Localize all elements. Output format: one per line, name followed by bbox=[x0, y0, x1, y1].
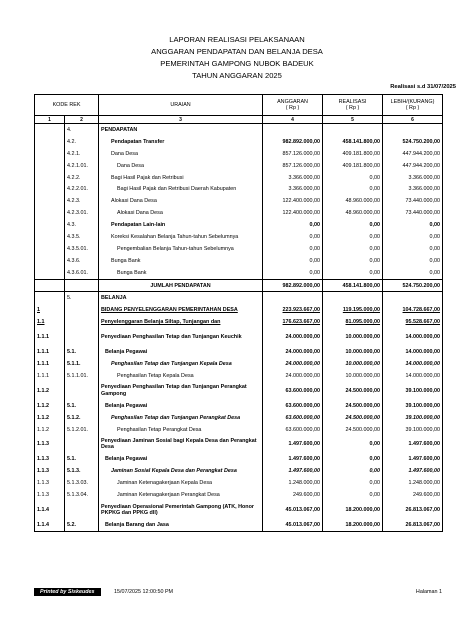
lebih-cell: 524.750.200,00 bbox=[383, 136, 443, 148]
kode-sub-cell: 4.2.1. bbox=[65, 148, 99, 160]
col-number: 3 bbox=[99, 116, 263, 124]
kode-rek-cell: 1.1.3 bbox=[35, 435, 65, 453]
kode-rek-cell: 1.1.4 bbox=[35, 501, 65, 519]
kode-sub-cell: 4.2.1.01. bbox=[65, 160, 99, 172]
kode-rek-cell bbox=[35, 231, 65, 243]
report-subtitle: ANGGARAN PENDAPATAN DAN BELANJA DESA bbox=[151, 47, 323, 56]
table-row bbox=[35, 501, 443, 519]
kode-rek-cell: 1.1.3 bbox=[35, 489, 65, 501]
kode-rek-cell: 1.1.2 bbox=[35, 412, 65, 424]
uraian-cell: Penghasilan Tetap dan Tunjangan Perangkat Desa bbox=[99, 412, 263, 424]
lebih-cell: 26.813.067,00 bbox=[383, 501, 443, 519]
lebih-cell: 39.100.000,00 bbox=[383, 412, 443, 424]
lebih-cell bbox=[383, 292, 443, 304]
table-row bbox=[35, 328, 443, 346]
uraian-cell: Pengembalian Belanja Tahun-tahun Sebelumnya bbox=[99, 243, 263, 255]
table-row bbox=[35, 465, 443, 477]
uraian-cell: Penyediaan Jaminan Sosial bagi Kepala Desa dan Perangkat Desa bbox=[99, 435, 263, 453]
lebih-cell: 73.440.000,00 bbox=[383, 207, 443, 219]
kode-sub-cell: 5.1. bbox=[65, 453, 99, 465]
anggaran-cell: 249.600,00 bbox=[263, 489, 323, 501]
anggaran-cell: 982.892.000,00 bbox=[263, 136, 323, 148]
kode-rek-cell: 1.1.2 bbox=[35, 400, 65, 412]
realisasi-cell: 24.500.000,00 bbox=[323, 382, 383, 400]
kode-sub-cell: 5.2. bbox=[65, 519, 99, 531]
kode-rek-cell: 1.1.1 bbox=[35, 370, 65, 382]
uraian-cell: Penghasilan Tetap dan Tunjangan Kepala Desa bbox=[99, 358, 263, 370]
anggaran-cell: 0,00 bbox=[263, 255, 323, 267]
kode-rek-cell: 1.1 bbox=[35, 316, 65, 328]
table-row bbox=[35, 219, 443, 231]
kode-sub-cell: 5.1.2.01. bbox=[65, 424, 99, 436]
total-realisasi: 458.141.800,00 bbox=[323, 279, 383, 292]
realisasi-cell: 409.181.800,00 bbox=[323, 160, 383, 172]
table-row bbox=[35, 316, 443, 328]
realisasi-cell: 0,00 bbox=[323, 477, 383, 489]
anggaran-cell: 0,00 bbox=[263, 231, 323, 243]
kode-sub-cell: 5.1.3.03. bbox=[65, 477, 99, 489]
kode-sub-cell bbox=[65, 501, 99, 519]
col-header-lebih: LEBIH/(KURANG) ( Rp ) bbox=[383, 95, 443, 116]
realisasi-cell: 18.200.000,00 bbox=[323, 519, 383, 531]
realisasi-cell: 24.500.000,00 bbox=[323, 424, 383, 436]
lebih-cell: 3.366.000,00 bbox=[383, 183, 443, 195]
kode-sub-cell: 4.3.5. bbox=[65, 231, 99, 243]
anggaran-cell: 122.400.000,00 bbox=[263, 195, 323, 207]
table-row bbox=[35, 358, 443, 370]
lebih-cell: 249.600,00 bbox=[383, 489, 443, 501]
lebih-cell: 39.100.000,00 bbox=[383, 382, 443, 400]
kode-sub-cell: 4.2. bbox=[65, 136, 99, 148]
kode-rek-cell: 1.1.4 bbox=[35, 519, 65, 531]
realisasi-cell: 0,00 bbox=[323, 172, 383, 184]
col-number: 6 bbox=[383, 116, 443, 124]
kode-rek-cell: 1.1.3 bbox=[35, 477, 65, 489]
table-row bbox=[35, 124, 443, 136]
uraian-cell: Pendapatan Transfer bbox=[99, 136, 263, 148]
report-year: TAHUN ANGGARAN 2025 bbox=[192, 71, 282, 80]
uraian-cell: PENDAPATAN bbox=[99, 124, 263, 136]
report-title: LAPORAN REALISASI PELAKSANAAN bbox=[169, 35, 305, 44]
kode-rek-cell bbox=[35, 292, 65, 304]
table-row bbox=[35, 519, 443, 531]
lebih-cell: 1.497.600,00 bbox=[383, 453, 443, 465]
table-row bbox=[35, 207, 443, 219]
kode-sub-cell: 5.1.3.04. bbox=[65, 489, 99, 501]
anggaran-cell: 63.600.000,00 bbox=[263, 382, 323, 400]
kode-sub-cell: 4.3.6.01. bbox=[65, 267, 99, 279]
anggaran-cell: 24.000.000,00 bbox=[263, 370, 323, 382]
anggaran-cell: 63.600.000,00 bbox=[263, 424, 323, 436]
table-row bbox=[35, 148, 443, 160]
realisasi-cell: 0,00 bbox=[323, 489, 383, 501]
table-row bbox=[35, 255, 443, 267]
lebih-cell: 0,00 bbox=[383, 267, 443, 279]
realisasi-cell: 0,00 bbox=[323, 243, 383, 255]
kode-rek-cell: 1 bbox=[35, 304, 65, 316]
table-row bbox=[35, 400, 443, 412]
lebih-cell: 14.000.000,00 bbox=[383, 346, 443, 358]
lebih-cell: 0,00 bbox=[383, 255, 443, 267]
col-number: 4 bbox=[263, 116, 323, 124]
uraian-cell: Belanja Pegawai bbox=[99, 346, 263, 358]
anggaran-cell: 1.497.600,00 bbox=[263, 435, 323, 453]
realisasi-cell: 24.500.000,00 bbox=[323, 412, 383, 424]
uraian-cell: BELANJA bbox=[99, 292, 263, 304]
lebih-cell: 447.944.200,00 bbox=[383, 148, 443, 160]
uraian-cell: Bunga Bank bbox=[99, 267, 263, 279]
kode-rek-cell bbox=[35, 267, 65, 279]
kode-rek-cell: 1.1.1 bbox=[35, 358, 65, 370]
kode-sub-cell: 4.2.2. bbox=[65, 172, 99, 184]
kode-sub-cell: 5.1. bbox=[65, 400, 99, 412]
anggaran-cell: 122.400.000,00 bbox=[263, 207, 323, 219]
realisasi-cell: 0,00 bbox=[323, 183, 383, 195]
uraian-cell: Pendapatan Lain-lain bbox=[99, 219, 263, 231]
realisasi-cell: 0,00 bbox=[323, 465, 383, 477]
kode-rek-cell: 1.1.3 bbox=[35, 465, 65, 477]
table-row bbox=[35, 435, 443, 453]
lebih-cell: 95.528.667,00 bbox=[383, 316, 443, 328]
table-row bbox=[35, 304, 443, 316]
lebih-cell: 1.497.600,00 bbox=[383, 435, 443, 453]
uraian-cell: Jaminan Ketenagakerjaan Kepala Desa bbox=[99, 477, 263, 489]
realisasi-cell: 0,00 bbox=[323, 219, 383, 231]
lebih-cell: 0,00 bbox=[383, 243, 443, 255]
realisasi-cell: 0,00 bbox=[323, 435, 383, 453]
uraian-cell: Dana Desa bbox=[99, 160, 263, 172]
realisasi-cell: 48.960.000,00 bbox=[323, 195, 383, 207]
table-row bbox=[35, 292, 443, 304]
kode-sub-cell: 5. bbox=[65, 292, 99, 304]
realisasi-cell: 458.141.800,00 bbox=[323, 136, 383, 148]
kode-sub-cell: 5.1.3. bbox=[65, 465, 99, 477]
realisasi-cell: 0,00 bbox=[323, 255, 383, 267]
realisasi-cell: 409.181.800,00 bbox=[323, 148, 383, 160]
kode-sub-cell bbox=[65, 328, 99, 346]
kode-rek-cell bbox=[35, 172, 65, 184]
realisasi-cell: 10.000.000,00 bbox=[323, 370, 383, 382]
anggaran-cell: 1.497.600,00 bbox=[263, 465, 323, 477]
col-number: 1 bbox=[35, 116, 65, 124]
realisasi-cell bbox=[323, 292, 383, 304]
uraian-cell: Koreksi Kesalahan Belanja Tahun-tahun Sebelumnya bbox=[99, 231, 263, 243]
col-number: 5 bbox=[323, 116, 383, 124]
realisasi-cell: 24.500.000,00 bbox=[323, 400, 383, 412]
table-row bbox=[35, 172, 443, 184]
kode-sub-cell: 4. bbox=[65, 124, 99, 136]
table-row bbox=[35, 370, 443, 382]
realisasi-cell: 0,00 bbox=[323, 267, 383, 279]
kode-rek-cell bbox=[35, 219, 65, 231]
lebih-cell: 0,00 bbox=[383, 231, 443, 243]
table-row bbox=[35, 382, 443, 400]
anggaran-cell: 1.248.000,00 bbox=[263, 477, 323, 489]
uraian-cell: Bagi Hasil Pajak dan Retribusi bbox=[99, 172, 263, 184]
lebih-cell: 447.944.200,00 bbox=[383, 160, 443, 172]
uraian-cell: Penghasilan Tetap Perangkat Desa bbox=[99, 424, 263, 436]
realisasi-cell: 48.960.000,00 bbox=[323, 207, 383, 219]
col-header-realisasi: REALISASI ( Rp ) bbox=[323, 95, 383, 116]
kode-sub-cell: 5.1.1.01. bbox=[65, 370, 99, 382]
kode-rek-cell bbox=[35, 160, 65, 172]
table-row bbox=[35, 195, 443, 207]
anggaran-cell: 63.600.000,00 bbox=[263, 412, 323, 424]
anggaran-cell bbox=[263, 124, 323, 136]
anggaran-cell: 0,00 bbox=[263, 267, 323, 279]
anggaran-cell: 3.366.000,00 bbox=[263, 183, 323, 195]
total-pendapatan-row bbox=[35, 279, 443, 292]
uraian-cell: Belanja Pegawai bbox=[99, 453, 263, 465]
lebih-cell: 0,00 bbox=[383, 219, 443, 231]
table-row bbox=[35, 453, 443, 465]
kode-sub-cell: 4.3. bbox=[65, 219, 99, 231]
kode-sub-cell bbox=[65, 435, 99, 453]
realisasi-cell: 10.000.000,00 bbox=[323, 346, 383, 358]
print-timestamp: 15/07/2025 12:00:50 PM bbox=[114, 589, 174, 595]
table-row bbox=[35, 160, 443, 172]
anggaran-cell: 63.600.000,00 bbox=[263, 400, 323, 412]
anggaran-cell: 24.000.000,00 bbox=[263, 358, 323, 370]
printed-by: Printed by Siskeudes bbox=[34, 588, 101, 596]
uraian-cell: Bunga Bank bbox=[99, 255, 263, 267]
realisasi-cell: 81.095.000,00 bbox=[323, 316, 383, 328]
page-number: Halaman 1 bbox=[415, 589, 442, 595]
table-row bbox=[35, 243, 443, 255]
table-row bbox=[35, 412, 443, 424]
lebih-cell: 14.000.000,00 bbox=[383, 328, 443, 346]
kode-sub-cell: 5.1. bbox=[65, 346, 99, 358]
kode-rek-cell bbox=[35, 148, 65, 160]
kode-rek-cell bbox=[35, 255, 65, 267]
kode-rek-cell: 1.1.1 bbox=[35, 346, 65, 358]
lebih-cell: 14.000.000,00 bbox=[383, 370, 443, 382]
table-row bbox=[35, 267, 443, 279]
kode-rek-cell bbox=[35, 243, 65, 255]
uraian-cell: Alokasi Dana Desa bbox=[99, 207, 263, 219]
anggaran-cell: 24.000.000,00 bbox=[263, 328, 323, 346]
anggaran-cell: 857.126.000,00 bbox=[263, 160, 323, 172]
anggaran-cell: 223.923.667,00 bbox=[263, 304, 323, 316]
lebih-cell: 1.248.000,00 bbox=[383, 477, 443, 489]
realisasi-date: Realisasi s.d 31/07/2025 bbox=[390, 84, 456, 90]
lebih-cell: 104.728.667,00 bbox=[383, 304, 443, 316]
kode-sub-cell bbox=[65, 382, 99, 400]
anggaran-cell: 3.366.000,00 bbox=[263, 172, 323, 184]
col-header-kode: KODE REK bbox=[35, 95, 99, 116]
realisasi-cell: 10.000.000,00 bbox=[323, 328, 383, 346]
kode-rek-cell: 1.1.2 bbox=[35, 424, 65, 436]
table-row bbox=[35, 489, 443, 501]
uraian-cell: Belanja Barang dan Jasa bbox=[99, 519, 263, 531]
lebih-cell: 14.000.000,00 bbox=[383, 358, 443, 370]
table-row bbox=[35, 183, 443, 195]
uraian-cell: Jaminan Ketenagakerjaan Perangkat Desa bbox=[99, 489, 263, 501]
anggaran-cell bbox=[263, 292, 323, 304]
uraian-cell: Penyediaan Penghasilan Tetap dan Tunjangan Keuchik bbox=[99, 328, 263, 346]
col-header-uraian: URAIAN bbox=[99, 95, 263, 116]
kode-sub-cell: 4.3.5.01. bbox=[65, 243, 99, 255]
table-row bbox=[35, 346, 443, 358]
anggaran-cell: 45.013.067,00 bbox=[263, 501, 323, 519]
realisasi-cell bbox=[323, 124, 383, 136]
table-row bbox=[35, 477, 443, 489]
kode-sub-cell bbox=[65, 316, 99, 328]
lebih-cell bbox=[383, 124, 443, 136]
realisasi-cell: 119.195.000,00 bbox=[323, 304, 383, 316]
uraian-cell: Penghasilan Tetap Kepala Desa bbox=[99, 370, 263, 382]
realisasi-cell: 0,00 bbox=[323, 453, 383, 465]
anggaran-cell: 0,00 bbox=[263, 243, 323, 255]
lebih-cell: 73.440.000,00 bbox=[383, 195, 443, 207]
uraian-cell: Penyediaan Operasional Pemerintah Gampong (ATK, Honor PKPKG dan PPKG dll) bbox=[99, 501, 263, 519]
anggaran-cell: 0,00 bbox=[263, 219, 323, 231]
realisasi-cell: 18.200.000,00 bbox=[323, 501, 383, 519]
total-label: JUMLAH PENDAPATAN bbox=[99, 279, 263, 292]
realisasi-cell: 0,00 bbox=[323, 231, 383, 243]
kode-rek-cell bbox=[35, 195, 65, 207]
lebih-cell: 1.497.600,00 bbox=[383, 465, 443, 477]
kode-sub-cell: 4.2.3.01. bbox=[65, 207, 99, 219]
realisasi-cell: 10.000.000,00 bbox=[323, 358, 383, 370]
col-header-anggaran: ANGGARAN ( Rp ) bbox=[263, 95, 323, 116]
lebih-cell: 3.366.000,00 bbox=[383, 172, 443, 184]
kode-sub-cell: 4.2.2.01. bbox=[65, 183, 99, 195]
table-row bbox=[35, 231, 443, 243]
kode-rek-cell bbox=[35, 136, 65, 148]
report-institution: PEMERINTAH GAMPONG NUBOK BADEUK bbox=[160, 59, 314, 68]
uraian-cell: Penyediaan Penghasilan Tetap dan Tunjangan Perangkat Gampong bbox=[99, 382, 263, 400]
anggaran-cell: 24.000.000,00 bbox=[263, 346, 323, 358]
uraian-cell: Penyelenggaran Belanja Siltap, Tunjangan dan bbox=[99, 316, 263, 328]
kode-rek-cell bbox=[35, 207, 65, 219]
kode-sub-cell: 5.1.2. bbox=[65, 412, 99, 424]
uraian-cell: Jaminan Sosial Kepala Desa dan Perangkat Desa bbox=[99, 465, 263, 477]
kode-rek-cell: 1.1.1 bbox=[35, 328, 65, 346]
kode-sub-cell: 4.3.6. bbox=[65, 255, 99, 267]
kode-rek-cell: 1.1.3 bbox=[35, 453, 65, 465]
anggaran-cell: 45.013.067,00 bbox=[263, 519, 323, 531]
anggaran-cell: 857.126.000,00 bbox=[263, 148, 323, 160]
table-row bbox=[35, 424, 443, 436]
lebih-cell: 39.100.000,00 bbox=[383, 400, 443, 412]
uraian-cell: Bagi Hasil Pajak dan Retribusi Daerah Kabupaten bbox=[99, 183, 263, 195]
kode-rek-cell: 1.1.2 bbox=[35, 382, 65, 400]
lebih-cell: 26.813.067,00 bbox=[383, 519, 443, 531]
uraian-cell: Belanja Pegawai bbox=[99, 400, 263, 412]
kode-sub-cell: 4.2.3. bbox=[65, 195, 99, 207]
col-number: 2 bbox=[65, 116, 99, 124]
kode-rek-cell bbox=[35, 124, 65, 136]
anggaran-cell: 1.497.600,00 bbox=[263, 453, 323, 465]
uraian-cell: Dana Desa bbox=[99, 148, 263, 160]
table-row bbox=[35, 136, 443, 148]
uraian-cell: BIDANG PENYELENGGARAN PEMERINTAHAN DESA bbox=[99, 304, 263, 316]
anggaran-cell: 176.623.667,00 bbox=[263, 316, 323, 328]
kode-sub-cell: 5.1.1. bbox=[65, 358, 99, 370]
uraian-cell: Alokasi Dana Desa bbox=[99, 195, 263, 207]
kode-rek-cell bbox=[35, 183, 65, 195]
kode-sub-cell bbox=[65, 304, 99, 316]
total-lebih: 524.750.200,00 bbox=[383, 279, 443, 292]
budget-table bbox=[34, 94, 443, 532]
total-anggaran: 982.892.000,00 bbox=[263, 279, 323, 292]
lebih-cell: 39.100.000,00 bbox=[383, 424, 443, 436]
